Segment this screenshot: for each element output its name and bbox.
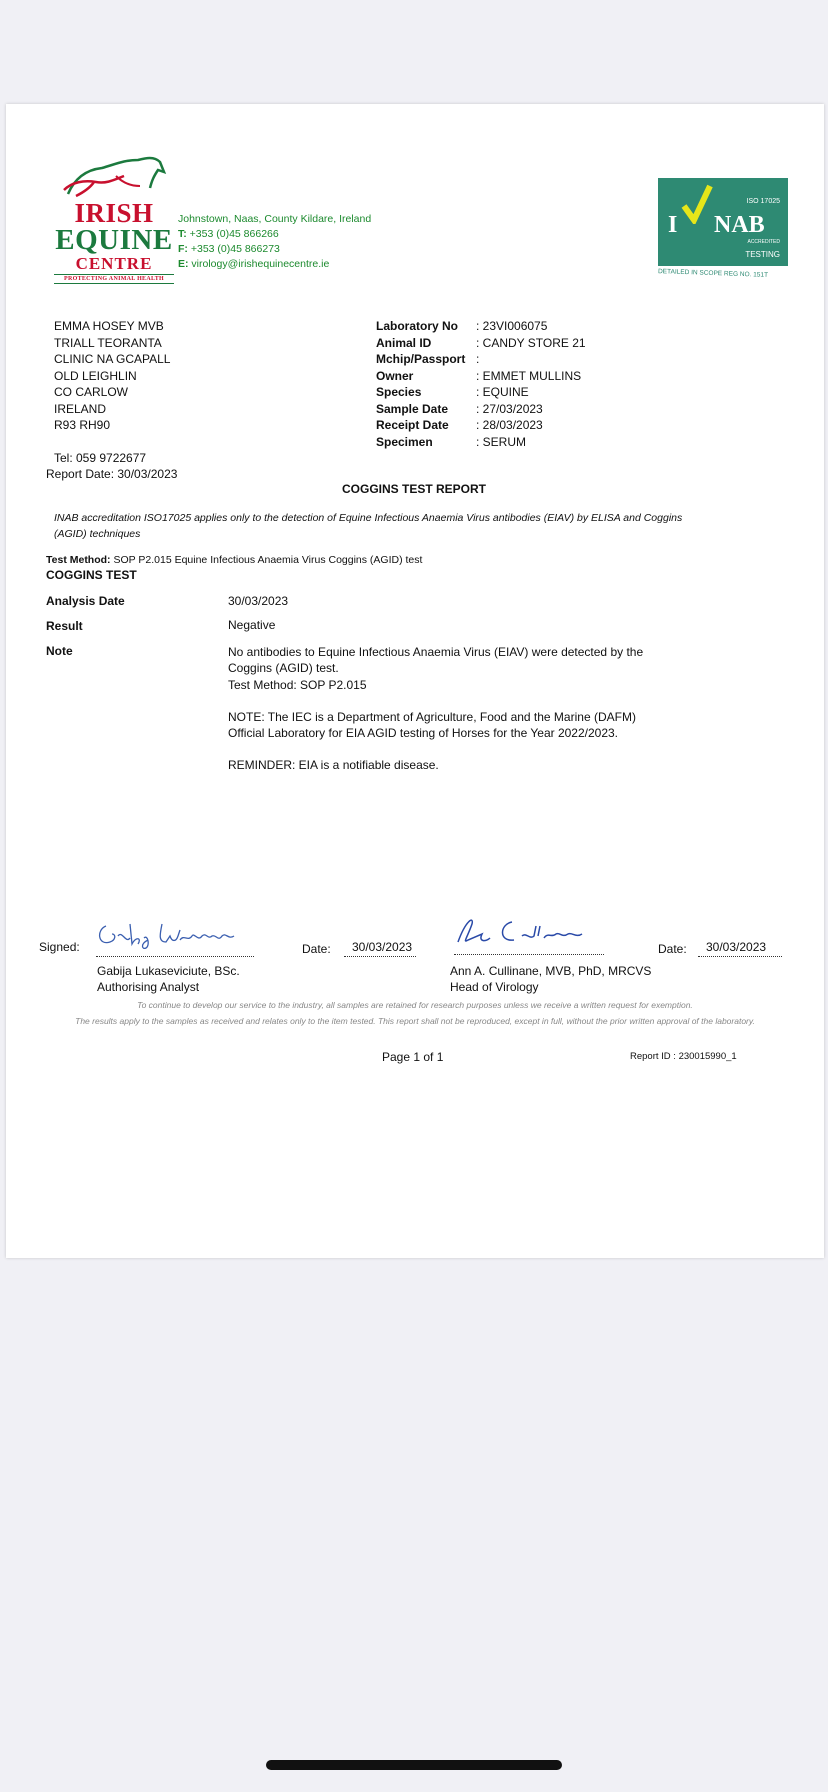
lab-info-value: :: [476, 352, 480, 366]
accreditation-note: INAB accreditation ISO17025 applies only to the detection of Equine Infectious Anaemia Virus antibodies (EIAV) by ELISA and Coggins (AGID) techniques: [54, 512, 683, 540]
report-date: Report Date: 30/03/2023: [46, 467, 178, 481]
lab-tel: +353 (0)45 866266: [189, 228, 279, 240]
test-method-value: SOP P2.015 Equine Infectious Anaemia Virus Coggins (AGID) test: [113, 554, 423, 566]
lab-info-row: [376, 401, 586, 418]
lab-email: virology@irishequinecentre.ie: [191, 258, 330, 270]
page-number: Page 1 of 1: [382, 1050, 444, 1064]
note-body: [228, 644, 648, 790]
signature-1-date: 30/03/2023: [352, 940, 413, 954]
test-method-label: Test Method:: [46, 554, 111, 566]
lab-info-label: Mchip/Passport: [376, 352, 466, 366]
lab-info: [376, 318, 586, 450]
lab-info-value: : 23VI006075: [476, 319, 548, 333]
lab-info-row: [376, 434, 586, 451]
note-paragraph: Test Method: SOP P2.015: [228, 677, 367, 692]
lab-info-row: [376, 351, 586, 368]
inab-testing: TESTING: [745, 250, 780, 259]
contact-block: [178, 212, 371, 272]
lab-info-value: : 27/03/2023: [476, 401, 543, 416]
horse-logo-icon: [54, 150, 174, 200]
address-line: OLD LEIGHLIN: [54, 368, 137, 383]
signature-1-line: [96, 956, 254, 957]
logo-tagline: PROTECTING ANIMAL HEALTH: [54, 274, 174, 284]
checkmark-icon: [680, 184, 714, 224]
analysis-date-value: 30/03/2023: [228, 594, 289, 608]
lab-info-row: [376, 417, 586, 434]
inab-name-left: I: [668, 212, 678, 238]
lab-info-value: : EMMET MULLINS: [476, 368, 582, 383]
result-value: Negative: [228, 618, 276, 632]
signature-2-image: [452, 912, 612, 952]
recipient-contact: [46, 450, 177, 482]
disclaimer: The results apply to the samples as received and relates only to the item tested. This report shall not be reproduced, except in full, without the prior written approval of the laboratory.: [75, 1016, 755, 1026]
lab-info-row: [376, 368, 586, 385]
lab-info-label: Animal ID: [376, 335, 432, 350]
fax-label: F:: [178, 243, 188, 255]
tel-label: T:: [178, 228, 187, 240]
signature-1-date-line: [344, 956, 416, 957]
signature-1-image: [94, 916, 254, 952]
note-paragraph: No antibodies to Equine Infectious Anaemia Virus (EIAV) were detected by the Coggins (AGID) test.: [228, 645, 644, 676]
inab-logo: [658, 178, 788, 286]
signature-1-name: Gabija Lukaseviciute, BSc.: [97, 964, 240, 978]
inab-accredited: ACCREDITED: [747, 239, 780, 245]
address-line: R93 RH90: [54, 418, 111, 432]
signed-label: Signed:: [39, 940, 80, 954]
inab-scope: DETAILED IN SCOPE REG NO. 151T: [657, 268, 769, 279]
signature-1-date-label: Date:: [302, 942, 331, 956]
signature-2-line: [454, 954, 604, 955]
signature-2-date-label: Date:: [658, 942, 687, 956]
lab-info-value: : EQUINE: [476, 385, 529, 399]
address-line: CLINIC NA GCAPALL: [54, 352, 171, 366]
address-line: TRIALL TEORANTA: [54, 335, 162, 350]
report-page: [6, 104, 824, 1258]
lab-address: Johnstown, Naas, County Kildare, Ireland: [178, 213, 372, 225]
logo-centre: CENTRE: [75, 254, 153, 273]
email-label: E:: [178, 258, 189, 270]
note-paragraph: NOTE: The IEC is a Department of Agriculture, Food and the Marine (DAFM) Official Laboratory for EIA AGID testing of Horses for the Year 2022/2023.: [228, 709, 636, 741]
recipient-tel: Tel: 059 9722677: [54, 451, 147, 465]
lab-info-value: : SERUM: [476, 434, 527, 449]
logo-irish: IRISH: [74, 198, 154, 228]
retention-note: To continue to develop our service to the industry, all samples are retained for research purposes unless we receive a written request for exemption.: [137, 1000, 693, 1010]
report-id: Report ID : 230015990_1: [630, 1051, 737, 1062]
signature-1-role: Authorising Analyst: [97, 980, 200, 994]
note-label: Note: [46, 644, 73, 658]
lab-info-row: [376, 384, 586, 401]
lab-info-label: Specimen: [376, 434, 433, 449]
lab-info-label: Species: [376, 385, 422, 399]
lab-info-value: : CANDY STORE 21: [476, 335, 586, 350]
address-line: EMMA HOSEY MVB: [54, 319, 164, 333]
recipient-address: [54, 318, 170, 434]
signature-2-date: 30/03/2023: [706, 940, 767, 954]
address-line: IRELAND: [54, 401, 107, 416]
test-method: [46, 554, 422, 566]
lab-info-row: [376, 335, 586, 352]
analysis-date-label: Analysis Date: [46, 594, 125, 608]
logo-equine: EQUINE: [55, 224, 173, 256]
inab-name-right: NAB: [714, 212, 765, 238]
result-label: Result: [46, 619, 83, 633]
lab-info-label: Laboratory No: [376, 319, 459, 333]
lab-info-label: Receipt Date: [376, 418, 449, 432]
iec-logo: [54, 150, 174, 280]
lab-info-value: : 28/03/2023: [476, 418, 543, 432]
lab-info-label: Sample Date: [376, 401, 449, 416]
lab-info-row: [376, 318, 586, 335]
section-title: COGGINS TEST: [46, 568, 137, 582]
home-indicator[interactable]: [266, 1760, 562, 1770]
note-paragraph: REMINDER: EIA is a notifiable disease.: [228, 758, 439, 773]
address-line: CO CARLOW: [54, 385, 129, 399]
signature-2-date-line: [698, 956, 782, 957]
lab-info-label: Owner: [376, 368, 414, 383]
inab-iso: ISO 17025: [746, 198, 780, 205]
signature-2-name: Ann A. Cullinane, MVB, PhD, MRCVS: [450, 964, 652, 978]
lab-fax: +353 (0)45 866273: [190, 243, 280, 255]
signature-2-role: Head of Virology: [450, 980, 539, 994]
report-title: COGGINS TEST REPORT: [342, 482, 487, 496]
